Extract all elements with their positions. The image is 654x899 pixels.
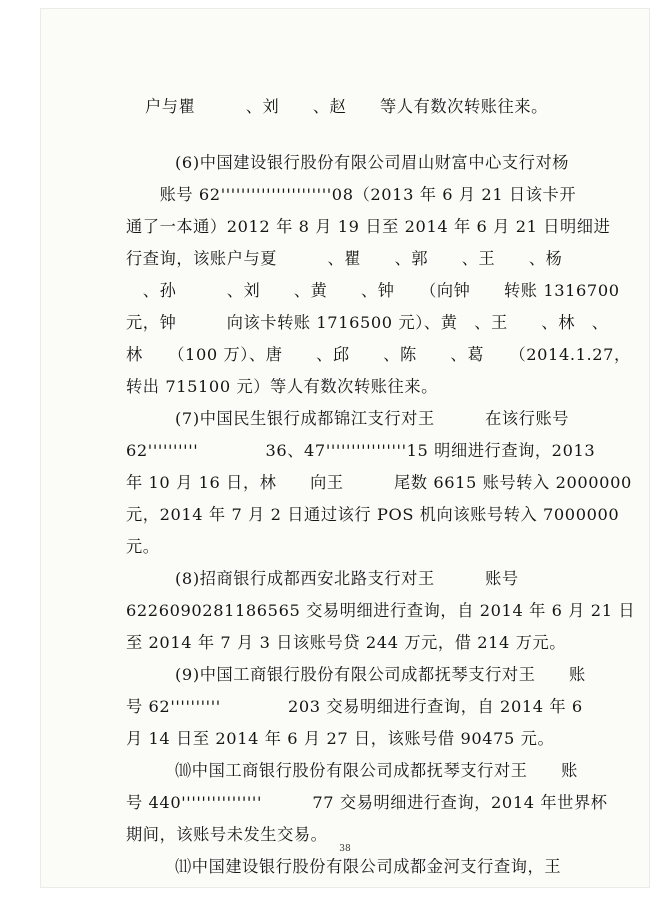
text-line-18: (9)中国工商银行股份有限公司成都抚琴支行对王 账 xyxy=(175,665,586,684)
text-line-12: 年 10 月 16 日，林 向王 尾数 6615 账号转入 2000000 xyxy=(126,473,632,492)
text-line-8: 林 （100 万）、唐 、邱 、陈 、葛 （2014.1.27， xyxy=(126,345,631,364)
text-line-16: 6226090281186565 交易明细进行查询，自 2014 年 6 月 21 日 xyxy=(126,601,636,620)
text-line-22: 号 440'''''''''''''''' 77 交易明细进行查询，2014 年世界杯 xyxy=(126,793,608,812)
text-line-13: 元，2014 年 7 月 2 日通过该行 POS 机向该账号转入 7000000 xyxy=(126,505,620,524)
text-line-3: 账号 62''''''''''''''''''''''08（2013 年 6 月 21 日该卡开 xyxy=(126,185,577,204)
text-line-10: (7)中国民生银行成都锦江支行对王 在该行账号 xyxy=(175,409,570,428)
text-line-1: 户与瞿 、刘 、赵 等人有数次转账往来。 xyxy=(145,97,548,116)
text-line-11: 62'''''''''' 36、47''''''''''''''''15 明细进行查询，2013 xyxy=(126,441,596,460)
text-line-21: ⑽中国工商银行股份有限公司成都抚琴支行对王 账 xyxy=(175,761,578,780)
page-number: 38 xyxy=(339,844,351,854)
text-line-19: 号 62'''''''''' 203 交易明细进行查询，自 2014 年 6 xyxy=(126,697,583,716)
text-line-2: (6)中国建设银行股份有限公司眉山财富中心支行对杨 xyxy=(175,153,570,172)
text-line-5: 行查询，该账户与夏 、瞿 、郭 、王 、杨 xyxy=(126,249,563,268)
text-line-6: 、孙 、刘 、黄 、钟 （向钟 转账 1316700 xyxy=(126,281,620,300)
text-line-15: (8)招商银行成都西安北路支行对王 账号 xyxy=(175,569,519,588)
text-line-4: 通了一本通）2012 年 8 月 19 日至 2014 年 6 月 21 日明细进 xyxy=(126,217,611,236)
text-line-17: 至 2014 年 7 月 3 日该账号贷 244 万元，借 214 万元。 xyxy=(126,633,567,652)
text-line-20: 月 14 日至 2014 年 6 月 27 日，该账号借 90475 元。 xyxy=(126,729,555,748)
text-line-23: 期间，该账号未发生交易。 xyxy=(126,825,328,844)
text-line-7: 元，钟 向该卡转账 1716500 元）、黄 、王 、林 、 xyxy=(126,313,609,332)
text-line-24: ⑾中国建设银行股份有限公司成都金河支行查询，王 xyxy=(175,857,562,876)
text-line-9: 转出 715100 元）等人有数次转账往来。 xyxy=(126,377,438,396)
document-page xyxy=(40,8,650,888)
text-line-14: 元。 xyxy=(126,537,160,556)
